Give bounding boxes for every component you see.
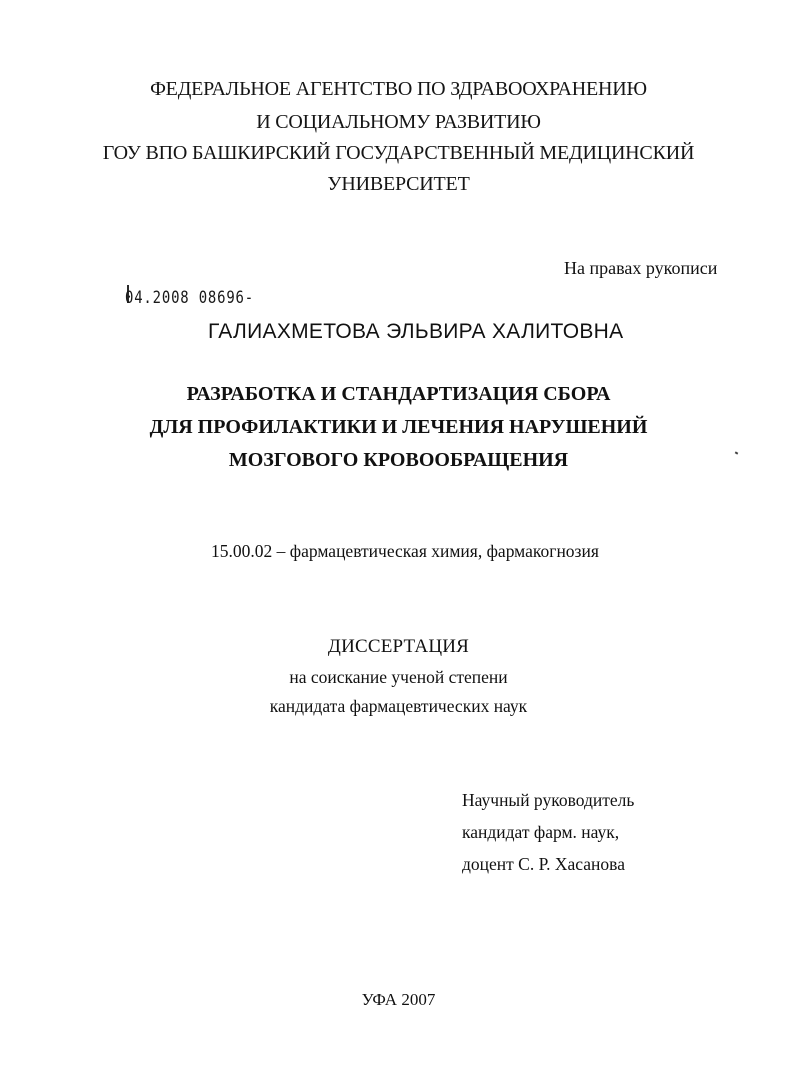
title-line-1: РАЗРАБОТКА И СТАНДАРТИЗАЦИЯ СБОРА bbox=[186, 383, 611, 405]
dissertation-purpose-line-1: на соискание ученой степени bbox=[289, 667, 508, 687]
manuscript-rights-note: На правах рукописи bbox=[564, 258, 718, 278]
advisor-degree: кандидат фарм. наук, bbox=[462, 822, 620, 842]
city-year: УФА 2007 bbox=[361, 990, 436, 1009]
header-line-2: И СОЦИАЛЬНОМУ РАЗВИТИЮ bbox=[256, 111, 541, 133]
title-line-3: МОЗГОВОГО КРОВООБРАЩЕНИЯ bbox=[228, 449, 569, 471]
dissertation-label: ДИССЕРТАЦИЯ bbox=[327, 636, 470, 657]
author-name: ГАЛИАХМЕТОВА ЭЛЬВИРА ХАЛИТОВНА bbox=[208, 320, 624, 343]
specialty-code: 15.00.02 – фармацевтическая химия, фармакогнозия bbox=[211, 541, 599, 561]
advisor-name: доцент С. Р. Хасанова bbox=[462, 854, 625, 874]
advisor-role: Научный руководитель bbox=[462, 790, 635, 810]
dissertation-purpose-line-2: кандидата фармацевтических наук bbox=[269, 696, 528, 716]
header-line-3: ГОУ ВПО БАШКИРСКИЙ ГОСУДАРСТВЕННЫЙ МЕДИЦИНСКИЙ bbox=[102, 142, 695, 164]
library-stamp-number: 04.2008 08696- bbox=[125, 288, 254, 308]
title-line-2: ДЛЯ ПРОФИЛАКТИКИ И ЛЕЧЕНИЯ НАРУШЕНИЙ bbox=[149, 416, 648, 438]
header-line-1: ФЕДЕРАЛЬНОЕ АГЕНТСТВО ПО ЗДРАВООХРАНЕНИЮ bbox=[150, 78, 647, 100]
header-line-4: УНИВЕРСИТЕТ bbox=[327, 173, 470, 195]
